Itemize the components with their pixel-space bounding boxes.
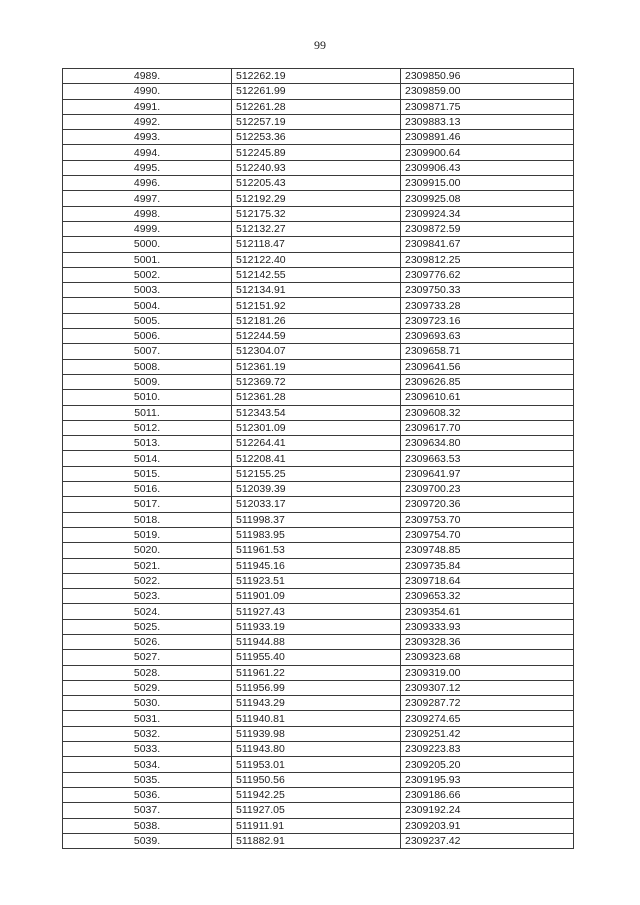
table-row	[63, 466, 574, 481]
table-row	[63, 405, 574, 420]
y-coordinate-cell: 2309610.61	[401, 390, 574, 405]
y-coordinate-cell: 2309274.65	[401, 711, 574, 726]
x-coordinate-cell: 511940.81	[232, 711, 401, 726]
table-row	[63, 650, 574, 665]
y-coordinate-cell: 2309319.00	[401, 665, 574, 680]
y-coordinate-cell: 2309883.13	[401, 114, 574, 129]
y-coordinate-cell: 2309723.16	[401, 313, 574, 328]
x-coordinate-cell: 512205.43	[232, 176, 401, 191]
x-coordinate-cell: 512244.59	[232, 329, 401, 344]
table-row	[63, 589, 574, 604]
y-coordinate-cell: 2309192.24	[401, 803, 574, 818]
y-coordinate-cell: 2309693.63	[401, 329, 574, 344]
point-number-cell: 5038.	[63, 818, 232, 833]
table-row	[63, 833, 574, 848]
coordinates-table-body	[63, 69, 574, 849]
x-coordinate-cell: 512155.25	[232, 466, 401, 481]
table-row	[63, 237, 574, 252]
x-coordinate-cell: 511923.51	[232, 573, 401, 588]
x-coordinate-cell: 512118.47	[232, 237, 401, 252]
point-number-cell: 5013.	[63, 436, 232, 451]
y-coordinate-cell: 2309859.00	[401, 84, 574, 99]
x-coordinate-cell: 512361.19	[232, 359, 401, 374]
y-coordinate-cell: 2309626.85	[401, 374, 574, 389]
y-coordinate-cell: 2309658.71	[401, 344, 574, 359]
point-number-cell: 5034.	[63, 757, 232, 772]
table-row	[63, 221, 574, 236]
table-row	[63, 787, 574, 802]
x-coordinate-cell: 511939.98	[232, 726, 401, 741]
x-coordinate-cell: 511983.95	[232, 527, 401, 542]
table-row	[63, 267, 574, 282]
table-row	[63, 84, 574, 99]
table-row	[63, 726, 574, 741]
table-row	[63, 390, 574, 405]
y-coordinate-cell: 2309776.62	[401, 267, 574, 282]
y-coordinate-cell: 2309641.56	[401, 359, 574, 374]
table-row	[63, 344, 574, 359]
point-number-cell: 5007.	[63, 344, 232, 359]
point-number-cell: 5030.	[63, 696, 232, 711]
y-coordinate-cell: 2309634.80	[401, 436, 574, 451]
x-coordinate-cell: 511955.40	[232, 650, 401, 665]
table-row	[63, 252, 574, 267]
point-number-cell: 5032.	[63, 726, 232, 741]
x-coordinate-cell: 512261.99	[232, 84, 401, 99]
table-row	[63, 803, 574, 818]
point-number-cell: 4995.	[63, 160, 232, 175]
table-row	[63, 160, 574, 175]
y-coordinate-cell: 2309287.72	[401, 696, 574, 711]
y-coordinate-cell: 2309812.25	[401, 252, 574, 267]
x-coordinate-cell: 512264.41	[232, 436, 401, 451]
x-coordinate-cell: 512262.19	[232, 69, 401, 84]
y-coordinate-cell: 2309841.67	[401, 237, 574, 252]
point-number-cell: 5017.	[63, 497, 232, 512]
y-coordinate-cell: 2309850.96	[401, 69, 574, 84]
y-coordinate-cell: 2309871.75	[401, 99, 574, 114]
point-number-cell: 5015.	[63, 466, 232, 481]
point-number-cell: 5022.	[63, 573, 232, 588]
y-coordinate-cell: 2309872.59	[401, 221, 574, 236]
x-coordinate-cell: 511927.43	[232, 604, 401, 619]
y-coordinate-cell: 2309748.85	[401, 543, 574, 558]
table-row	[63, 711, 574, 726]
x-coordinate-cell: 512175.32	[232, 206, 401, 221]
y-coordinate-cell: 2309323.68	[401, 650, 574, 665]
y-coordinate-cell: 2309750.33	[401, 283, 574, 298]
x-coordinate-cell: 511933.19	[232, 619, 401, 634]
x-coordinate-cell: 511950.56	[232, 772, 401, 787]
point-number-cell: 4998.	[63, 206, 232, 221]
y-coordinate-cell: 2309663.53	[401, 451, 574, 466]
coordinates-table	[62, 68, 574, 849]
y-coordinate-cell: 2309906.43	[401, 160, 574, 175]
x-coordinate-cell: 511961.53	[232, 543, 401, 558]
x-coordinate-cell: 511882.91	[232, 833, 401, 848]
y-coordinate-cell: 2309924.34	[401, 206, 574, 221]
table-row	[63, 99, 574, 114]
y-coordinate-cell: 2309653.32	[401, 589, 574, 604]
table-row	[63, 114, 574, 129]
x-coordinate-cell: 512132.27	[232, 221, 401, 236]
point-number-cell: 5009.	[63, 374, 232, 389]
y-coordinate-cell: 2309608.32	[401, 405, 574, 420]
y-coordinate-cell: 2309891.46	[401, 130, 574, 145]
x-coordinate-cell: 512033.17	[232, 497, 401, 512]
point-number-cell: 5035.	[63, 772, 232, 787]
point-number-cell: 5004.	[63, 298, 232, 313]
point-number-cell: 5008.	[63, 359, 232, 374]
y-coordinate-cell: 2309186.66	[401, 787, 574, 802]
point-number-cell: 5020.	[63, 543, 232, 558]
table-row	[63, 359, 574, 374]
table-row	[63, 298, 574, 313]
x-coordinate-cell: 511943.80	[232, 742, 401, 757]
y-coordinate-cell: 2309718.64	[401, 573, 574, 588]
y-coordinate-cell: 2309735.84	[401, 558, 574, 573]
y-coordinate-cell: 2309333.93	[401, 619, 574, 634]
x-coordinate-cell: 512039.39	[232, 482, 401, 497]
x-coordinate-cell: 511953.01	[232, 757, 401, 772]
point-number-cell: 5010.	[63, 390, 232, 405]
y-coordinate-cell: 2309237.42	[401, 833, 574, 848]
table-row	[63, 191, 574, 206]
point-number-cell: 5011.	[63, 405, 232, 420]
table-row	[63, 742, 574, 757]
table-row	[63, 558, 574, 573]
x-coordinate-cell: 512122.40	[232, 252, 401, 267]
x-coordinate-cell: 512361.28	[232, 390, 401, 405]
table-row	[63, 313, 574, 328]
point-number-cell: 4990.	[63, 84, 232, 99]
point-number-cell: 4996.	[63, 176, 232, 191]
table-row	[63, 130, 574, 145]
y-coordinate-cell: 2309900.64	[401, 145, 574, 160]
x-coordinate-cell: 511942.25	[232, 787, 401, 802]
x-coordinate-cell: 512245.89	[232, 145, 401, 160]
point-number-cell: 4997.	[63, 191, 232, 206]
point-number-cell: 5018.	[63, 512, 232, 527]
x-coordinate-cell: 512208.41	[232, 451, 401, 466]
table-row	[63, 497, 574, 512]
y-coordinate-cell: 2309753.70	[401, 512, 574, 527]
table-row	[63, 206, 574, 221]
point-number-cell: 5012.	[63, 420, 232, 435]
y-coordinate-cell: 2309720.36	[401, 497, 574, 512]
x-coordinate-cell: 512301.09	[232, 420, 401, 435]
x-coordinate-cell: 511943.29	[232, 696, 401, 711]
y-coordinate-cell: 2309203.91	[401, 818, 574, 833]
point-number-cell: 5024.	[63, 604, 232, 619]
table-row	[63, 619, 574, 634]
table-row	[63, 374, 574, 389]
x-coordinate-cell: 512304.07	[232, 344, 401, 359]
point-number-cell: 5001.	[63, 252, 232, 267]
x-coordinate-cell: 511927.05	[232, 803, 401, 818]
point-number-cell: 5021.	[63, 558, 232, 573]
y-coordinate-cell: 2309195.93	[401, 772, 574, 787]
table-row	[63, 573, 574, 588]
point-number-cell: 4992.	[63, 114, 232, 129]
x-coordinate-cell: 511961.22	[232, 665, 401, 680]
y-coordinate-cell: 2309617.70	[401, 420, 574, 435]
table-row	[63, 772, 574, 787]
table-row	[63, 329, 574, 344]
point-number-cell: 5005.	[63, 313, 232, 328]
point-number-cell: 5026.	[63, 634, 232, 649]
x-coordinate-cell: 511998.37	[232, 512, 401, 527]
point-number-cell: 5027.	[63, 650, 232, 665]
point-number-cell: 5028.	[63, 665, 232, 680]
x-coordinate-cell: 512240.93	[232, 160, 401, 175]
point-number-cell: 5016.	[63, 482, 232, 497]
y-coordinate-cell: 2309328.36	[401, 634, 574, 649]
y-coordinate-cell: 2309925.08	[401, 191, 574, 206]
y-coordinate-cell: 2309251.42	[401, 726, 574, 741]
table-row	[63, 512, 574, 527]
table-row	[63, 420, 574, 435]
x-coordinate-cell: 512369.72	[232, 374, 401, 389]
table-row	[63, 145, 574, 160]
table-row	[63, 818, 574, 833]
point-number-cell: 5000.	[63, 237, 232, 252]
y-coordinate-cell: 2309915.00	[401, 176, 574, 191]
point-number-cell: 5031.	[63, 711, 232, 726]
x-coordinate-cell: 512253.36	[232, 130, 401, 145]
point-number-cell: 5019.	[63, 527, 232, 542]
table-row	[63, 634, 574, 649]
x-coordinate-cell: 512181.26	[232, 313, 401, 328]
point-number-cell: 4999.	[63, 221, 232, 236]
point-number-cell: 5025.	[63, 619, 232, 634]
table-row	[63, 176, 574, 191]
point-number-cell: 5029.	[63, 680, 232, 695]
point-number-cell: 5037.	[63, 803, 232, 818]
table-row	[63, 757, 574, 772]
table-row	[63, 283, 574, 298]
x-coordinate-cell: 512151.92	[232, 298, 401, 313]
point-number-cell: 5039.	[63, 833, 232, 848]
table-row	[63, 696, 574, 711]
y-coordinate-cell: 2309754.70	[401, 527, 574, 542]
point-number-cell: 5002.	[63, 267, 232, 282]
table-row	[63, 69, 574, 84]
point-number-cell: 5023.	[63, 589, 232, 604]
x-coordinate-cell: 512343.54	[232, 405, 401, 420]
table-row	[63, 665, 574, 680]
point-number-cell: 4994.	[63, 145, 232, 160]
y-coordinate-cell: 2309307.12	[401, 680, 574, 695]
x-coordinate-cell: 511901.09	[232, 589, 401, 604]
y-coordinate-cell: 2309700.23	[401, 482, 574, 497]
page-number: 99	[314, 38, 326, 52]
table-row	[63, 543, 574, 558]
y-coordinate-cell: 2309205.20	[401, 757, 574, 772]
table-row	[63, 680, 574, 695]
table-row	[63, 604, 574, 619]
x-coordinate-cell: 512134.91	[232, 283, 401, 298]
y-coordinate-cell: 2309641.97	[401, 466, 574, 481]
x-coordinate-cell: 511944.88	[232, 634, 401, 649]
x-coordinate-cell: 511956.99	[232, 680, 401, 695]
point-number-cell: 5003.	[63, 283, 232, 298]
point-number-cell: 4993.	[63, 130, 232, 145]
x-coordinate-cell: 512257.19	[232, 114, 401, 129]
point-number-cell: 4991.	[63, 99, 232, 114]
table-row	[63, 436, 574, 451]
x-coordinate-cell: 512261.28	[232, 99, 401, 114]
table-row	[63, 451, 574, 466]
point-number-cell: 5014.	[63, 451, 232, 466]
y-coordinate-cell: 2309733.28	[401, 298, 574, 313]
table-row	[63, 527, 574, 542]
point-number-cell: 5033.	[63, 742, 232, 757]
x-coordinate-cell: 512142.55	[232, 267, 401, 282]
point-number-cell: 4989.	[63, 69, 232, 84]
point-number-cell: 5006.	[63, 329, 232, 344]
x-coordinate-cell: 511945.16	[232, 558, 401, 573]
x-coordinate-cell: 512192.29	[232, 191, 401, 206]
y-coordinate-cell: 2309354.61	[401, 604, 574, 619]
table-row	[63, 482, 574, 497]
x-coordinate-cell: 511911.91	[232, 818, 401, 833]
y-coordinate-cell: 2309223.83	[401, 742, 574, 757]
point-number-cell: 5036.	[63, 787, 232, 802]
